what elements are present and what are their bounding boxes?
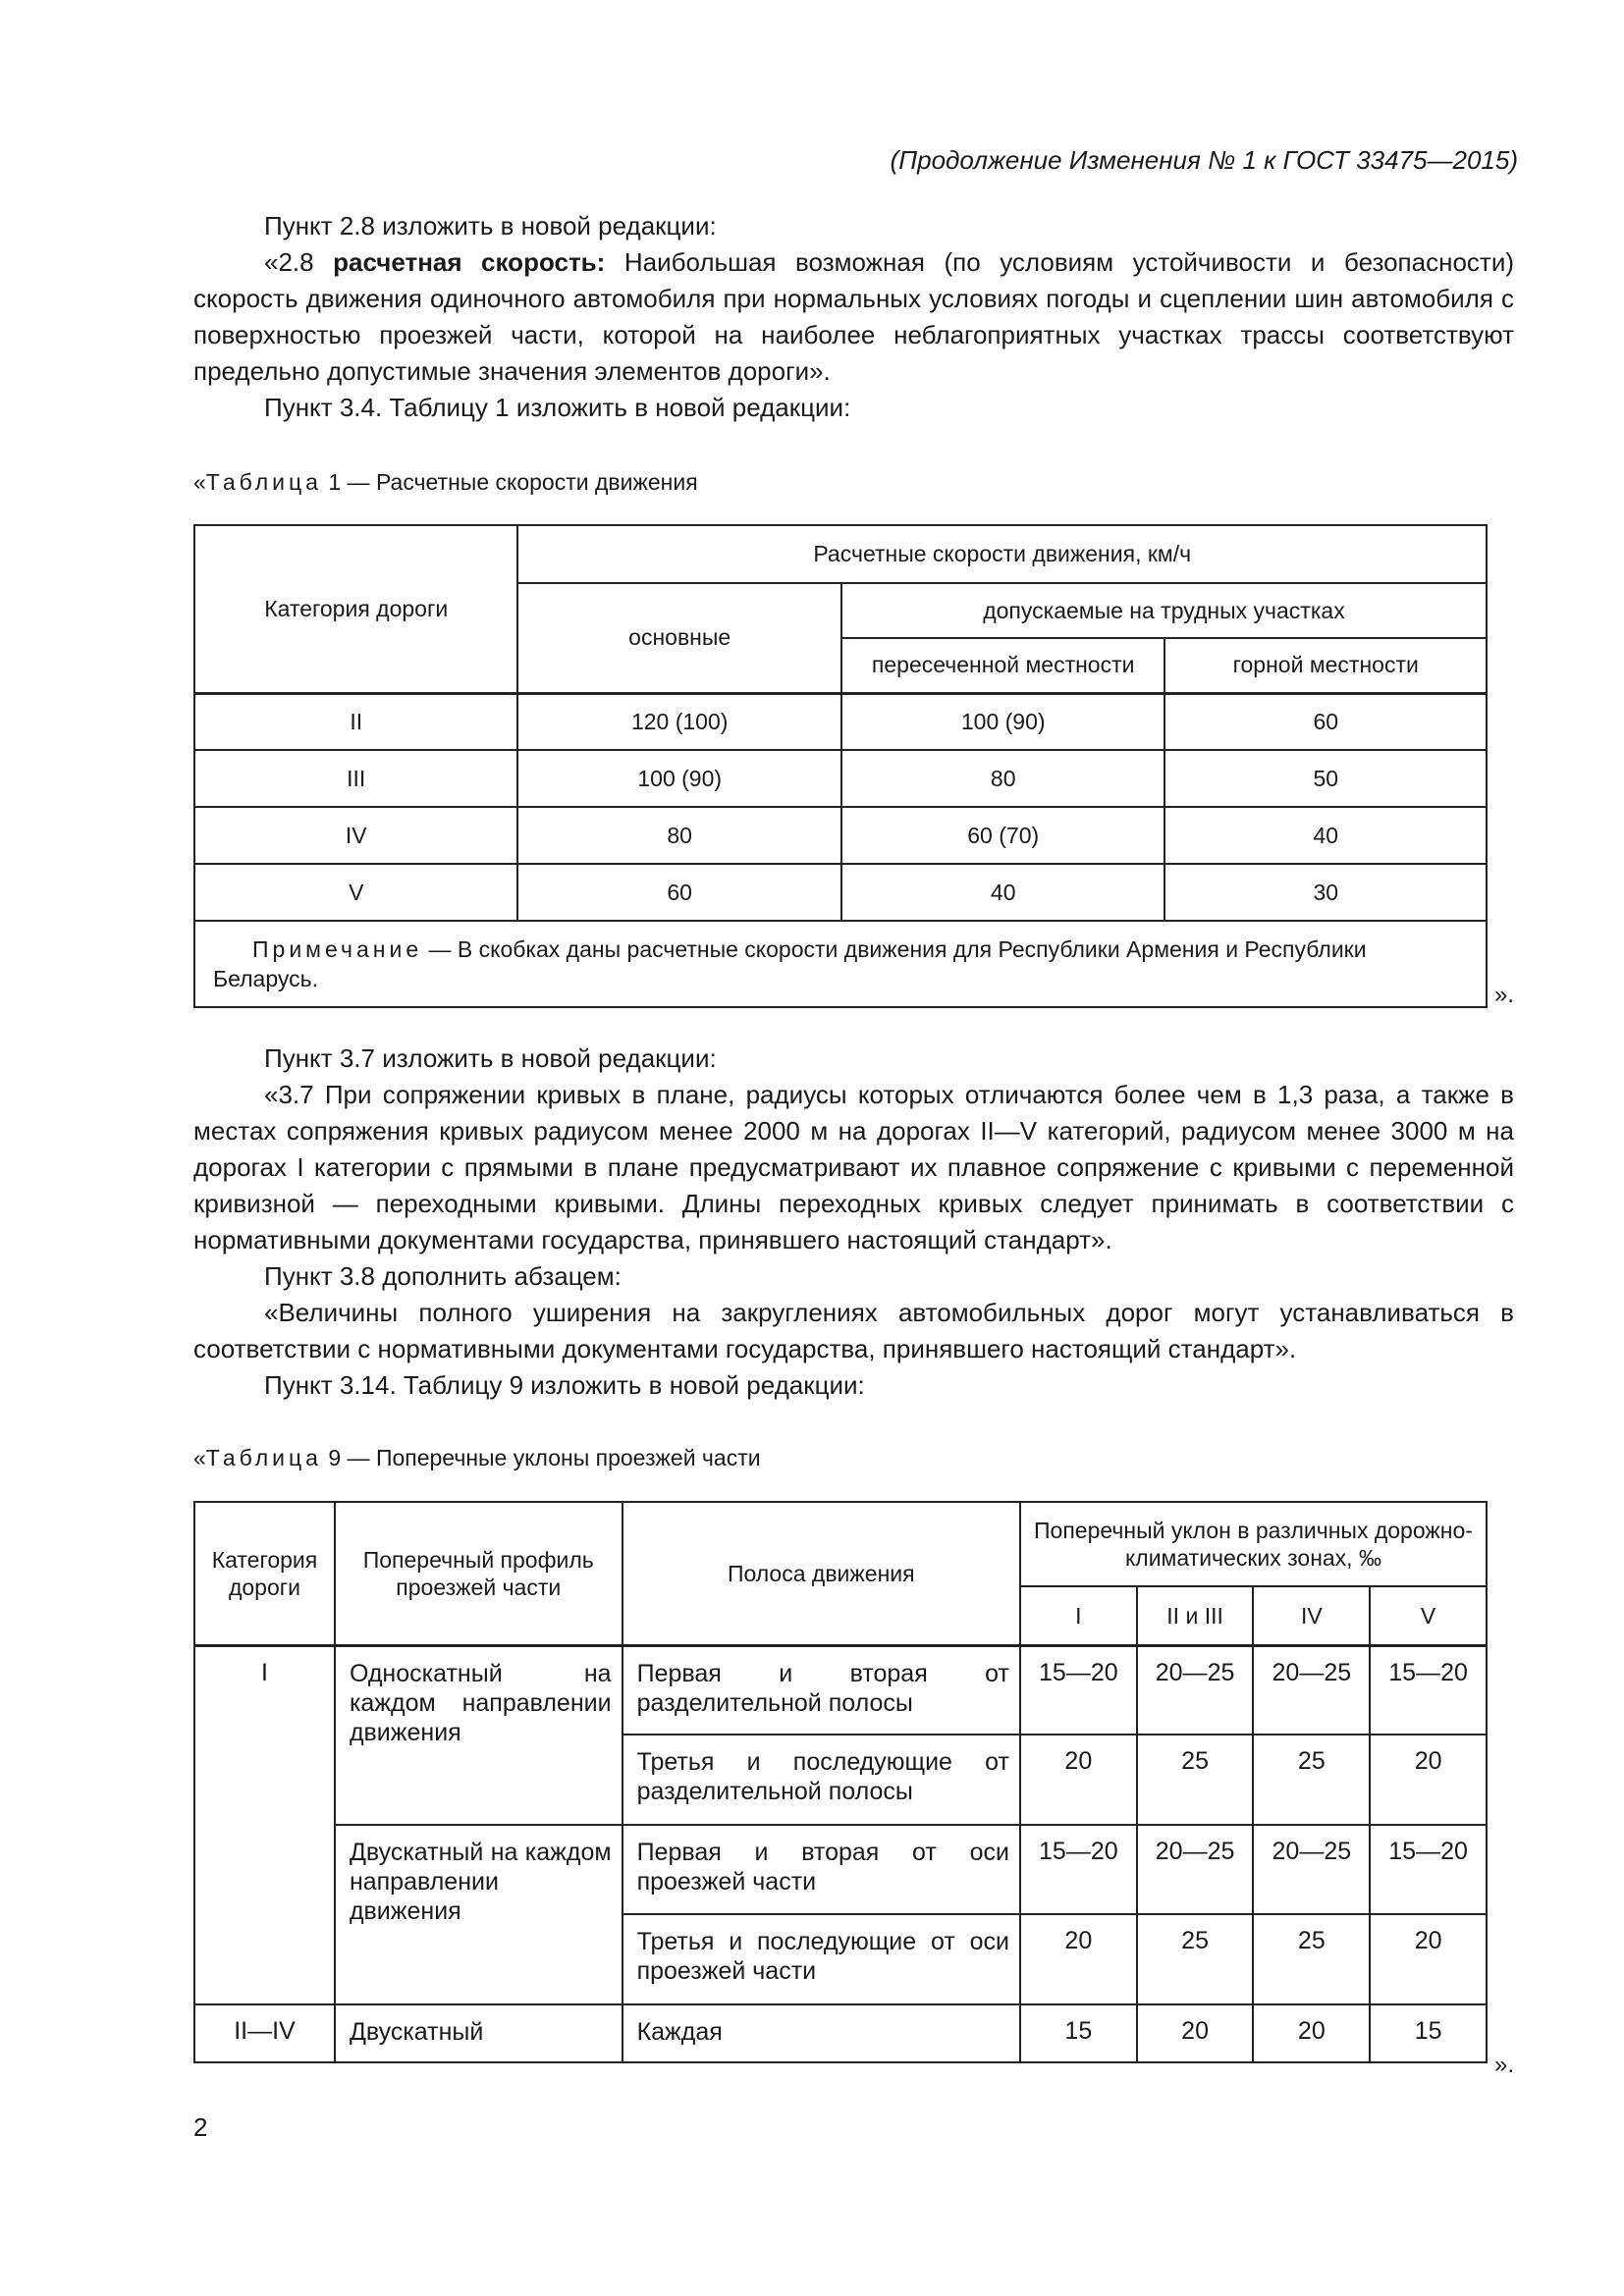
t9-cell: 15—20 [1370, 1825, 1487, 1914]
t1-cell: 50 [1164, 750, 1487, 807]
t1-cell: 80 [841, 750, 1165, 807]
table-row [194, 2004, 1487, 2062]
t1-note [194, 921, 1487, 1007]
t9-cell: 20 [1020, 1735, 1137, 1825]
t9-zone: V [1370, 1586, 1487, 1645]
paragraph-p4: Пункт 3.7 изложить в новой редакции: [264, 1043, 717, 1073]
t9-lane-3: Первая и вторая от оси проезжей части [623, 1825, 1020, 1914]
t1-cell: II [194, 693, 517, 750]
table-1 [193, 524, 1488, 1008]
t9-cell: 15 [1370, 2004, 1487, 2062]
text-block-2 [193, 1041, 1514, 1404]
t1-header-allowed: допускаемые на трудных участках [841, 583, 1487, 638]
t9-cell: 25 [1253, 1914, 1370, 2004]
t9-cell: 20 [1020, 1914, 1137, 2004]
t9-lane-1: Первая и вторая от разделительной полосы [623, 1645, 1020, 1735]
t9-cell: 15 [1020, 2004, 1137, 2062]
t1-cell: IV [194, 807, 517, 864]
paragraph-p2 [193, 244, 1514, 390]
p2-definition: Наибольшая возможная (по условиям устойчивости и безопасности) скорость движения одиночного автомобиля при нормальных условиях погоды и сцеплении шин автомобиля с поверхностью проезжей части, которой на наиболее неблагоприятных участках трассы соответствуют предельно допустимые значения элементов дороги». [193, 247, 1514, 386]
t1-cell: 60 (70) [841, 807, 1165, 864]
t9-cell: 20 [1137, 2004, 1254, 2062]
t1-cell: 100 (90) [517, 750, 840, 807]
t1-cell: 100 (90) [841, 693, 1165, 750]
t9-lane-4: Третья и последующие от оси проезжей части [623, 1914, 1020, 2004]
table-row [194, 750, 1487, 807]
t9-cell: 20—25 [1253, 1645, 1370, 1735]
t9-zone: I [1020, 1586, 1137, 1645]
table-row [194, 693, 1487, 750]
t9-header-category: Категория дороги [194, 1502, 335, 1645]
note-text: — В скобках даны расчетные скорости движения для Республики Армения и Республики Беларусь. [213, 936, 1367, 991]
t1-cell: 120 (100) [517, 693, 840, 750]
t9-profile-1: Односкатный на каждом направлении движения [335, 1645, 623, 1825]
text-block-1 [193, 208, 1514, 426]
t9-cell: 20—25 [1253, 1825, 1370, 1914]
t9-profile-3: Двускатный [335, 2004, 623, 2062]
table1-caption [193, 469, 698, 496]
table-row [194, 807, 1487, 864]
t9-zone: IV [1253, 1586, 1370, 1645]
table1-closing-quote: ». [1494, 982, 1515, 1008]
paragraph-p6: Пункт 3.8 дополнить абзацем: [264, 1261, 622, 1291]
table-9 [193, 1501, 1488, 2063]
t1-header-main: основные [517, 583, 840, 693]
table-row [194, 1645, 1487, 1735]
t9-cell: 20 [1370, 1735, 1487, 1825]
t9-category-2: II—IV [194, 2004, 335, 2062]
t9-cell: 20 [1253, 2004, 1370, 2062]
t1-cell: V [194, 864, 517, 921]
t1-header-rough: пересеченной местности [841, 638, 1165, 693]
caption-quote: « [193, 469, 206, 495]
t9-lane-2: Третья и последующие от разделительной полосы [623, 1735, 1020, 1825]
t9-cell: 15—20 [1020, 1825, 1137, 1914]
t1-header-category: Категория дороги [194, 525, 517, 693]
caption-title: 9 — Поперечные уклоны проезжей части [321, 1445, 761, 1470]
t1-cell: 40 [841, 864, 1165, 921]
caption-word: Таблица [205, 1445, 322, 1470]
paragraph-p8: Пункт 3.14. Таблицу 9 изложить в новой редакции: [264, 1370, 865, 1400]
caption-quote: « [193, 1445, 206, 1470]
caption-word: Таблица [205, 469, 322, 495]
t1-header-speeds: Расчетные скорости движения, км/ч [517, 525, 1487, 583]
t9-cell: 25 [1253, 1735, 1370, 1825]
paragraph-p5: «3.7 При сопряжении кривых в плане, радиусы которых отличаются более чем в 1,3 раза, а также в местах сопряжения кривых радиусом менее 2000 м на дорогах II—V категорий, радиусом менее 3000 м на дорогах I категории с прямыми в плане предусматривают их плавное сопряжение с кривыми с переменной кривизной — переходными кривыми. Длины переходных кривых следует принимать в соответствии с нормативными документами государства, принявшего настоящий стандарт». [193, 1080, 1514, 1255]
paragraph-p1: Пункт 2.8 изложить в новой редакции: [264, 211, 717, 240]
t1-header-mountain: горной местности [1164, 638, 1487, 693]
t1-cell: III [194, 750, 517, 807]
paragraph-p3: Пункт 3.4. Таблицу 1 изложить в новой редакции: [264, 393, 851, 422]
t9-cell: 20 [1370, 1914, 1487, 2004]
page-header: (Продолжение Изменения № 1 к ГОСТ 33475—2015) [890, 145, 1518, 175]
table-row [194, 864, 1487, 921]
t9-lane-5: Каждая [623, 2004, 1020, 2062]
table9-closing-quote: ». [1494, 2052, 1515, 2078]
page-number: 2 [193, 2112, 208, 2142]
t9-zone: II и III [1137, 1586, 1254, 1645]
paragraph-p7: «Величины полного уширения на закруглениях автомобильных дорог могут устанавливаться в соответствии с нормативными документами государства, принявшего настоящий стандарт». [193, 1298, 1514, 1363]
p2-prefix: «2.8 [264, 247, 334, 277]
t1-cell: 40 [1164, 807, 1487, 864]
note-label: Примечание [252, 936, 423, 962]
t9-cell: 15—20 [1020, 1645, 1137, 1735]
t9-header-slope: Поперечный уклон в различных дорожно-климатических зонах, ‰ [1020, 1502, 1487, 1586]
t1-cell: 80 [517, 807, 840, 864]
t1-cell: 30 [1164, 864, 1487, 921]
t9-cell: 25 [1137, 1735, 1254, 1825]
p2-term: расчетная скорость: [333, 247, 606, 277]
t9-header-profile: Поперечный профиль проезжей части [335, 1502, 623, 1645]
t1-cell: 60 [1164, 693, 1487, 750]
table-row [194, 1825, 1487, 1914]
caption-title: 1 — Расчетные скорости движения [321, 469, 698, 495]
t9-cell: 20—25 [1137, 1825, 1254, 1914]
t9-cell: 25 [1137, 1914, 1254, 2004]
t9-category-1: I [194, 1645, 335, 2004]
t9-cell: 20—25 [1137, 1645, 1254, 1735]
t1-cell: 60 [517, 864, 840, 921]
t9-cell: 15—20 [1370, 1645, 1487, 1735]
t9-profile-2: Двускатный на каждом направлении движения [335, 1825, 623, 2004]
t9-header-lane: Полоса движения [623, 1502, 1020, 1645]
table9-caption [193, 1445, 761, 1471]
